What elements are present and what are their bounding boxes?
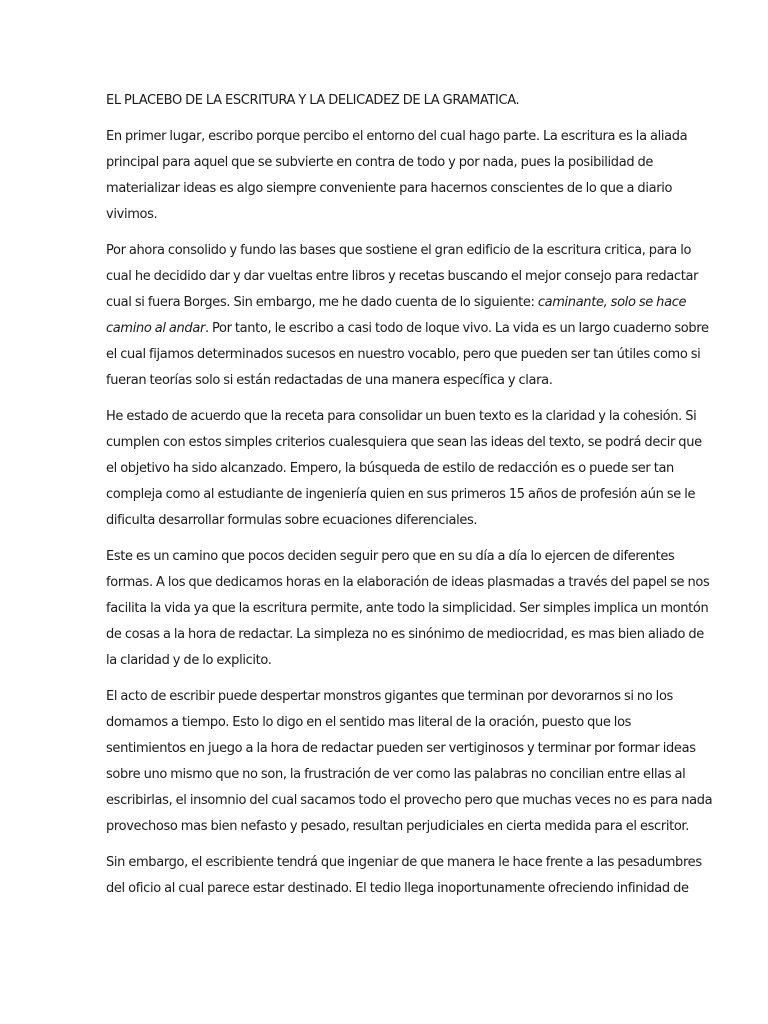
text-line: provechoso mas bien nefasto y pesado, resultan perjudiciales en cierta medida para el escritor. (106, 819, 690, 834)
text-line: materializar ideas es algo siempre conveniente para hacernos conscientes de lo que a diario (106, 181, 673, 196)
text-line: escribirlas, el insomnio del cual sacamos todo el provecho pero que muchas veces no es para nada (106, 793, 713, 808)
text-line (106, 316, 709, 342)
document-body (106, 88, 713, 912)
text-line: cumplen con estos simples criterios cualesquiera que sean las ideas del texto, se podrá decir que (106, 435, 702, 450)
text-line: compleja como al estudiante de ingeniería quien en sus primeros 15 años de profesión aún se le (106, 487, 696, 502)
text-segment: cual si fuera Borges. Sin embargo, me he dado cuenta de lo siguiente: (106, 295, 538, 310)
text-line: principal para aquel que se subvierte en contra de todo y por nada, pues la posibilidad de (106, 155, 654, 170)
text-line: del oficio al cual parece estar destinado. El tedio llega inoportunamente ofreciendo infinidad de (106, 881, 689, 896)
text-line: En primer lugar, escribo porque percibo el entorno del cual hago parte. La escritura es la aliada (106, 129, 688, 144)
paragraph (106, 684, 713, 840)
text-line: el objetivo ha sido alcanzado. Empero, la búsqueda de estilo de redacción es o puede ser tan (106, 461, 674, 476)
text-line: Sin embargo, el escribiente tendrá que ingeniar de que manera le hace frente a las pesadumbres (106, 855, 702, 870)
text-line: El acto de escribir puede despertar monstros gigantes que terminan por devorarnos si no los (106, 689, 673, 704)
italic-quote: caminante, solo se hace (537, 295, 687, 310)
italic-quote: camino al andar (106, 321, 205, 336)
text-line: la claridad y de lo explicito. (106, 653, 272, 668)
text-line: formas. A los que dedicamos horas en la elaboración de ideas plasmadas a través del papel se nos (106, 575, 710, 590)
document-title: EL PLACEBO DE LA ESCRITURA Y LA DELICADEZ DE LA GRAMATICA. (106, 93, 520, 108)
text-line: de cosas a la hora de redactar. La simpleza no es sinónimo de mediocridad, es mas bien aliado de (106, 627, 704, 642)
text-line: Este es un camino que pocos deciden seguir pero que en su día a día lo ejercen de diferentes (106, 549, 675, 564)
text-line: vivimos. (106, 207, 158, 222)
text-line: He estado de acuerdo que la receta para consolidar un buen texto es la claridad y la cohesión. Si (106, 409, 697, 424)
text-line: el cual fijamos determinados sucesos en nuestro vocablo, pero que pueden ser tan útiles como si (106, 347, 701, 362)
paragraph (106, 238, 709, 394)
text-line: cual he decidido dar y dar vueltas entre libros y recetas buscando el mejor consejo para redactar (106, 269, 699, 284)
paragraph (106, 544, 710, 674)
text-line: sentimientos en juego a la hora de redactar pueden ser vertiginosos y terminar por formar ideas (106, 741, 696, 756)
paragraph (106, 850, 702, 902)
text-line: fueran teorías solo si están redactadas de una manera específica y clara. (106, 373, 553, 388)
paragraph (106, 404, 702, 534)
text-line: dificulta desarrollar formulas sobre ecuaciones diferenciales. (106, 513, 478, 528)
paragraph (106, 124, 688, 228)
text-line: Por ahora consolido y fundo las bases que sostiene el gran edificio de la escritura critica, para lo (106, 243, 692, 258)
text-line: facilita la vida ya que la escritura permite, ante todo la simplicidad. Ser simples implica un montón (106, 601, 709, 616)
text-line: domamos a tiempo. Esto lo digo en el sentido mas literal de la oración, puesto que los (106, 715, 632, 730)
text-line: sobre uno mismo que no son, la frustración de ver como las palabras no concilian entre ellas al (106, 767, 686, 782)
text-line (106, 290, 687, 316)
text-segment: . Por tanto, le escribo a casi todo de loque vivo. La vida es un largo cuaderno sobre (204, 321, 709, 336)
